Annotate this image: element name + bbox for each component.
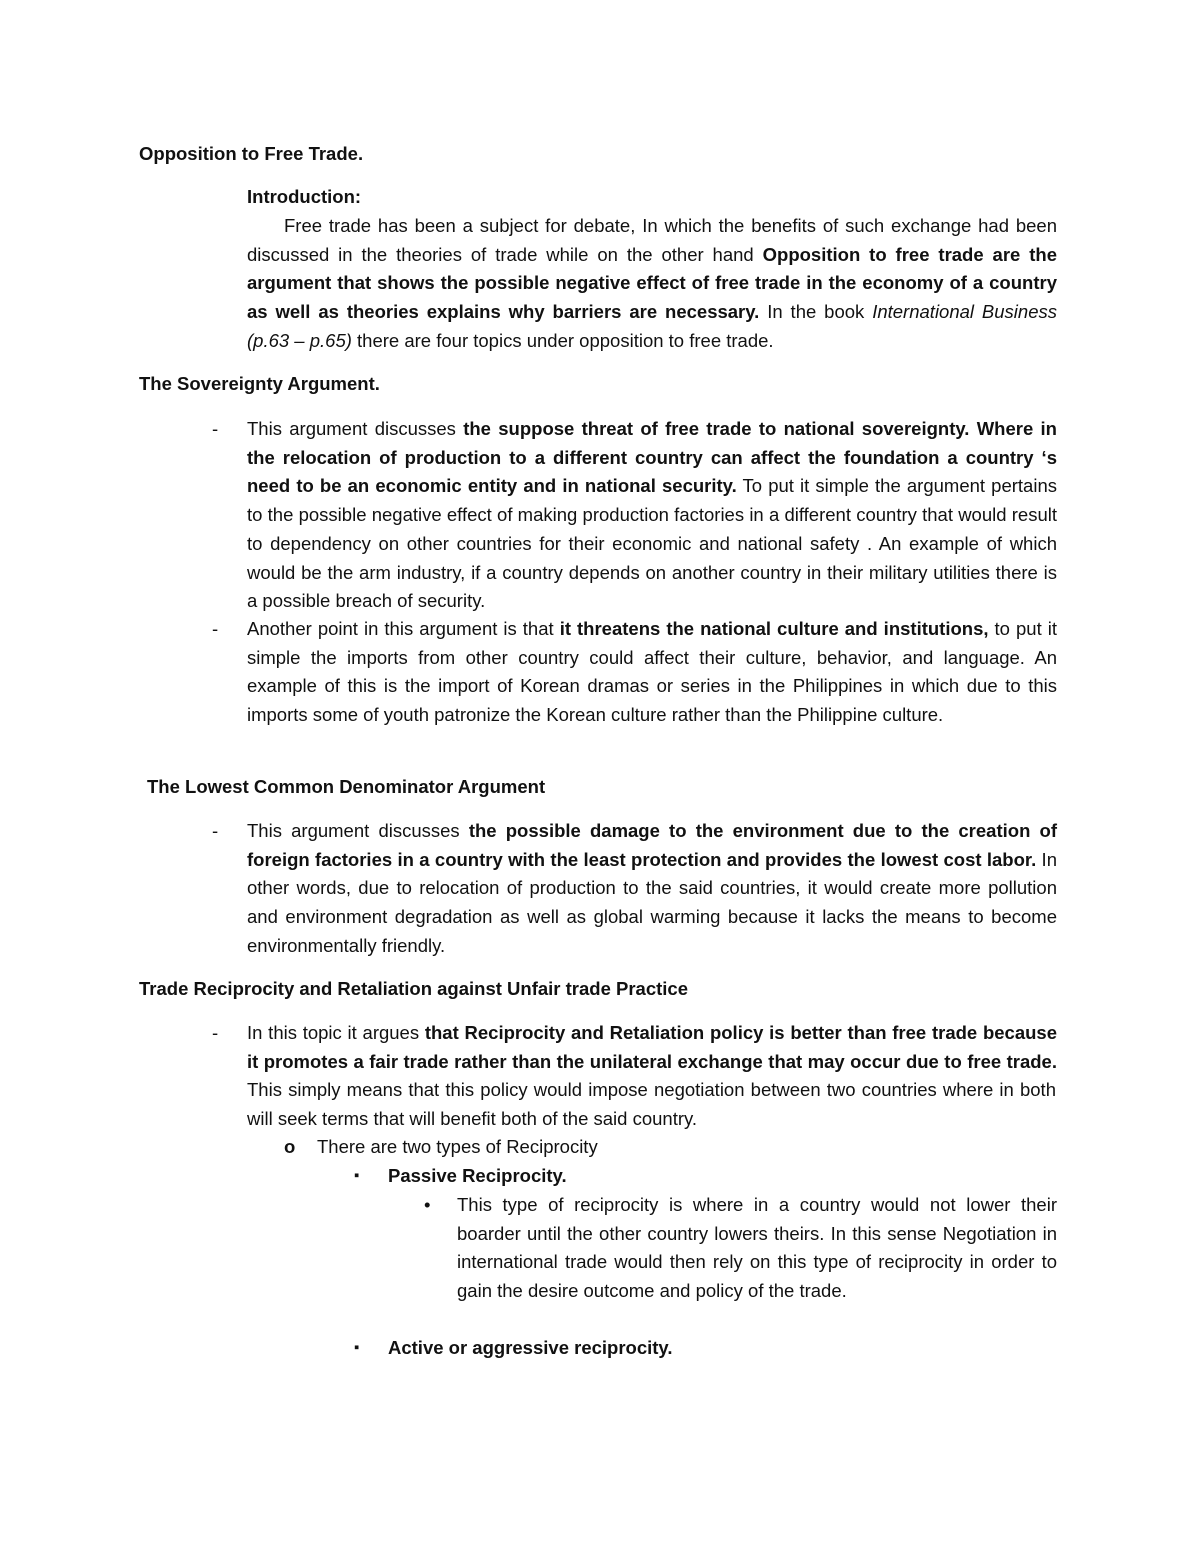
dash-bullet: - xyxy=(212,418,219,439)
sovereignty-heading: The Sovereignty Argument. xyxy=(139,373,380,394)
reciprocity-item-1 xyxy=(247,1019,1057,1134)
low-1-text-bold: the possible damage to the environment due to the creation of foreign factories in a country with the least protection and provides the lowest cost labor. xyxy=(247,820,1057,870)
round-bullet: • xyxy=(424,1194,431,1215)
sov-2-text-c: to put it simple the imports from other country could affect their culture, behavior, and language. An example of this is the import of Korean dramas or series in the Philippines in which due to this imports some of youth patronize the Korean culture rather than the Philippine culture. xyxy=(247,618,1058,726)
sov-2-text-a: Another point in this argument is that xyxy=(247,618,560,639)
dash-bullet: - xyxy=(212,618,219,639)
introduction-paragraph xyxy=(247,212,1057,356)
intro-text-2: In the book xyxy=(759,301,873,323)
lowest-common-denominator-heading: The Lowest Common Denominator Argument xyxy=(147,776,546,797)
circle-bullet: o xyxy=(284,1136,296,1157)
sov-1-text-c: To put it simple the argument pertains to the possible negative effect of making production factories in a different country that would result to dependency on other countries for their economic and national safety . An example of which would be the arm industry, if a country depends on another country in their military utilities there is a possible breach of security. xyxy=(247,475,1057,612)
rec-1-text-a: In this topic it argues xyxy=(247,1022,425,1043)
square-bullet: ▪ xyxy=(354,1167,360,1184)
document-title: Opposition to Free Trade. xyxy=(139,143,364,164)
lowest-item-1 xyxy=(247,817,1057,961)
square-bullet: ▪ xyxy=(354,1339,360,1356)
reciprocity-heading: Trade Reciprocity and Retaliation against Unfair trade Practice xyxy=(139,978,689,999)
passive-reciprocity-heading: Passive Reciprocity. xyxy=(388,1165,567,1186)
low-1-text-c: In other words, due to relocation of production to the said countries, it would create more pollution and environment degradation as well as global warming because it lacks the means to become environmentally friendly. xyxy=(247,848,1057,956)
sov-1-text-a: This argument discusses xyxy=(247,418,464,439)
intro-book-reference: International Business (p.63 – p.65) xyxy=(247,301,1057,351)
intro-text-1: Free trade has been a subject for debate, In which the benefits of such exchange had been discussed in the theories of trade while on the other hand xyxy=(247,215,1057,265)
dash-bullet: - xyxy=(212,820,219,841)
sov-2-text-bold: it threatens the national culture and institutions, xyxy=(559,618,989,639)
sov-1-text-bold: the suppose threat of free trade to national sovereignty. Where in the relocation of production to a different country can affect the foundation a country ‘s need to be an economic entity and in national security. xyxy=(247,418,1057,497)
active-reciprocity-heading: Active or aggressive reciprocity. xyxy=(388,1337,673,1358)
dash-bullet: - xyxy=(212,1022,219,1043)
rec-1-text-bold: that Reciprocity and Retaliation policy is better than free trade because it promotes a fair trade rather than the unilateral exchange that may occur due to free trade. xyxy=(247,1022,1057,1072)
rec-1-text-c: This simply means that this policy would impose negotiation between two countries where in both will seek terms that will benefit both of the said country. xyxy=(247,1079,1056,1130)
low-1-text-a: This argument discusses xyxy=(247,820,469,841)
sovereignty-item-2 xyxy=(247,615,1057,730)
sovereignty-item-1 xyxy=(247,415,1057,616)
intro-text-bold: Opposition to free trade are the argument that shows the possible negative effect of free trade in the economy of a country as well as theories explains why barriers are necessary. xyxy=(247,243,1057,323)
introduction-heading: Introduction: xyxy=(247,186,362,207)
reciprocity-types-line: There are two types of Reciprocity xyxy=(317,1136,598,1157)
intro-text-3: there are four topics under opposition to free trade. xyxy=(351,329,774,351)
passive-reciprocity-description: This type of reciprocity is where in a country would not lower their boarder until the other country lowers theirs. In this sense Negotiation in international trade would then rely on this type of reciprocity in order to gain the desire outcome and policy of the trade. xyxy=(457,1194,1057,1302)
